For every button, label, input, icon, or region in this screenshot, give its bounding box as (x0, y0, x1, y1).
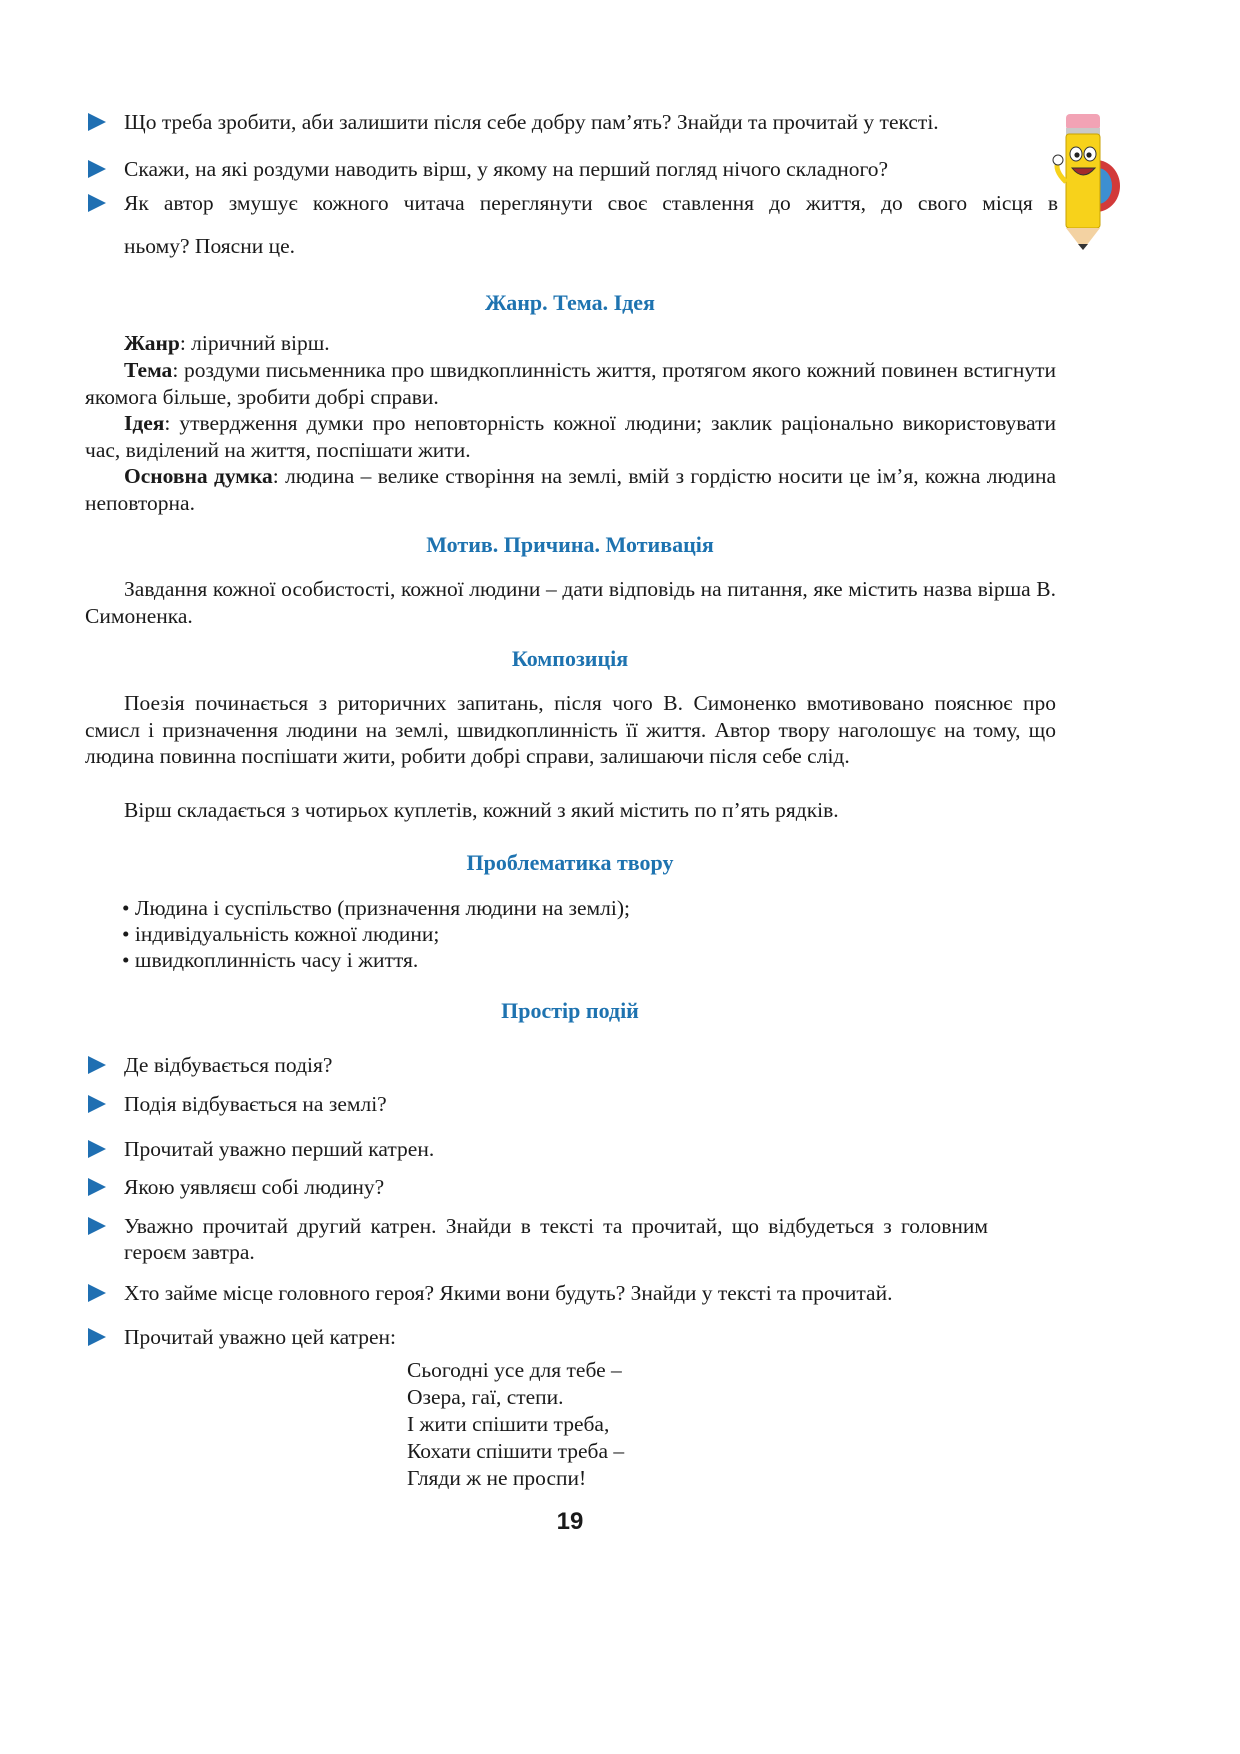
paragraph: Завдання кожної особистості, кожної людини – дати відповідь на питання, яке містить назва вірша В. Симоненка. (85, 577, 1056, 628)
theme-paragraph: Тема: роздуми письменника про швидкоплинність життя, протягом якого кожний повинен встигнути якомога більше, зробити добрі справи. (85, 358, 1056, 409)
section-heading: Жанр. Тема. Ідея (485, 290, 655, 315)
pencil-mascot-icon (1048, 104, 1128, 252)
triangle-arrow-icon (88, 194, 106, 212)
triangle-arrow-icon (88, 113, 106, 131)
poem-line: Озера, гаї, степи. (407, 1385, 564, 1409)
section-heading: Простір подій (501, 998, 639, 1023)
poem-line: Сьогодні усе для тебе – (407, 1358, 622, 1382)
triangle-arrow-icon (88, 1140, 106, 1158)
question-item: Уважно прочитай другий катрен. Знайди в тексті та прочитай, що відбудеться з головним героєм завтра. (88, 1213, 988, 1265)
section-heading: Проблематика твору (466, 850, 674, 875)
poem-line: Кохати спішити треба – (407, 1439, 625, 1463)
page-number: 19 (556, 1508, 584, 1535)
triangle-arrow-icon (88, 1095, 106, 1113)
poem-line: І жити спішити треба, (407, 1412, 610, 1436)
triangle-arrow-icon (88, 1178, 106, 1196)
genre-paragraph: Жанр: ліричний вірш. (124, 331, 330, 355)
question-item: Прочитай уважно перший катрен. (88, 1136, 1058, 1162)
list-item: • швидкоплинність часу і життя. (122, 948, 419, 972)
question-item: Прочитай уважно цей катрен: (88, 1324, 1058, 1350)
list-item: • індивідуальність кожної людини; (122, 922, 440, 946)
question-item: Якою уявляєш собі людину? (88, 1174, 1058, 1200)
main-idea-paragraph: Основна думка: людина – велике створіння на землі, вмій з гордістю носити це ім’я, кожна людина неповторна. (85, 464, 1056, 515)
triangle-arrow-icon (88, 1217, 106, 1235)
poem-line: Гляди ж не проспи! (407, 1466, 587, 1490)
list-item: • Людина і суспільство (призначення людини на землі); (122, 896, 630, 920)
question-item: Подія відбувається на землі? (88, 1091, 1058, 1117)
section-heading: Композиція (511, 646, 629, 671)
triangle-arrow-icon (88, 1284, 106, 1302)
paragraph: Вірш складається з чотирьох куплетів, кожний з який містить по п’ять рядків. (124, 798, 839, 822)
idea-paragraph: Ідея: утвердження думки про неповторність кожної людини; заклик раціонально використовувати час, виділений на життя, поспішати жити. (85, 411, 1056, 462)
question-item: Як автор змушує кожного читача переглянути своє ставлення до життя, до свого місця в (88, 190, 1058, 216)
question-item: Скажи, на які роздуми наводить вірш, у якому на перший погляд нічого складного? (88, 156, 1058, 182)
section-heading: Мотив. Причина. Мотивація (426, 532, 714, 557)
question-item: Що треба зробити, аби залишити після себе добру пам’ять? Знайди та прочитай у тексті. (88, 109, 1058, 135)
question-item: Хто займе місце головного героя? Якими вони будуть? Знайди у тексті та прочитай. (88, 1280, 1058, 1306)
paragraph: Поезія починається з риторичних запитань, після чого В. Симоненко вмотивовано пояснює про смисл і призначення людини на землі, швидкоплинність її життя. Автор твору наголошує на тому, що людина повинна поспішати жити, робити добрі справи, залишаючи після себе слід. (85, 691, 1056, 768)
question-item: Де відбувається подія? (88, 1052, 1058, 1078)
triangle-arrow-icon (88, 1056, 106, 1074)
triangle-arrow-icon (88, 1328, 106, 1346)
question-continuation: ньому? Поясни це. (124, 234, 296, 258)
triangle-arrow-icon (88, 160, 106, 178)
